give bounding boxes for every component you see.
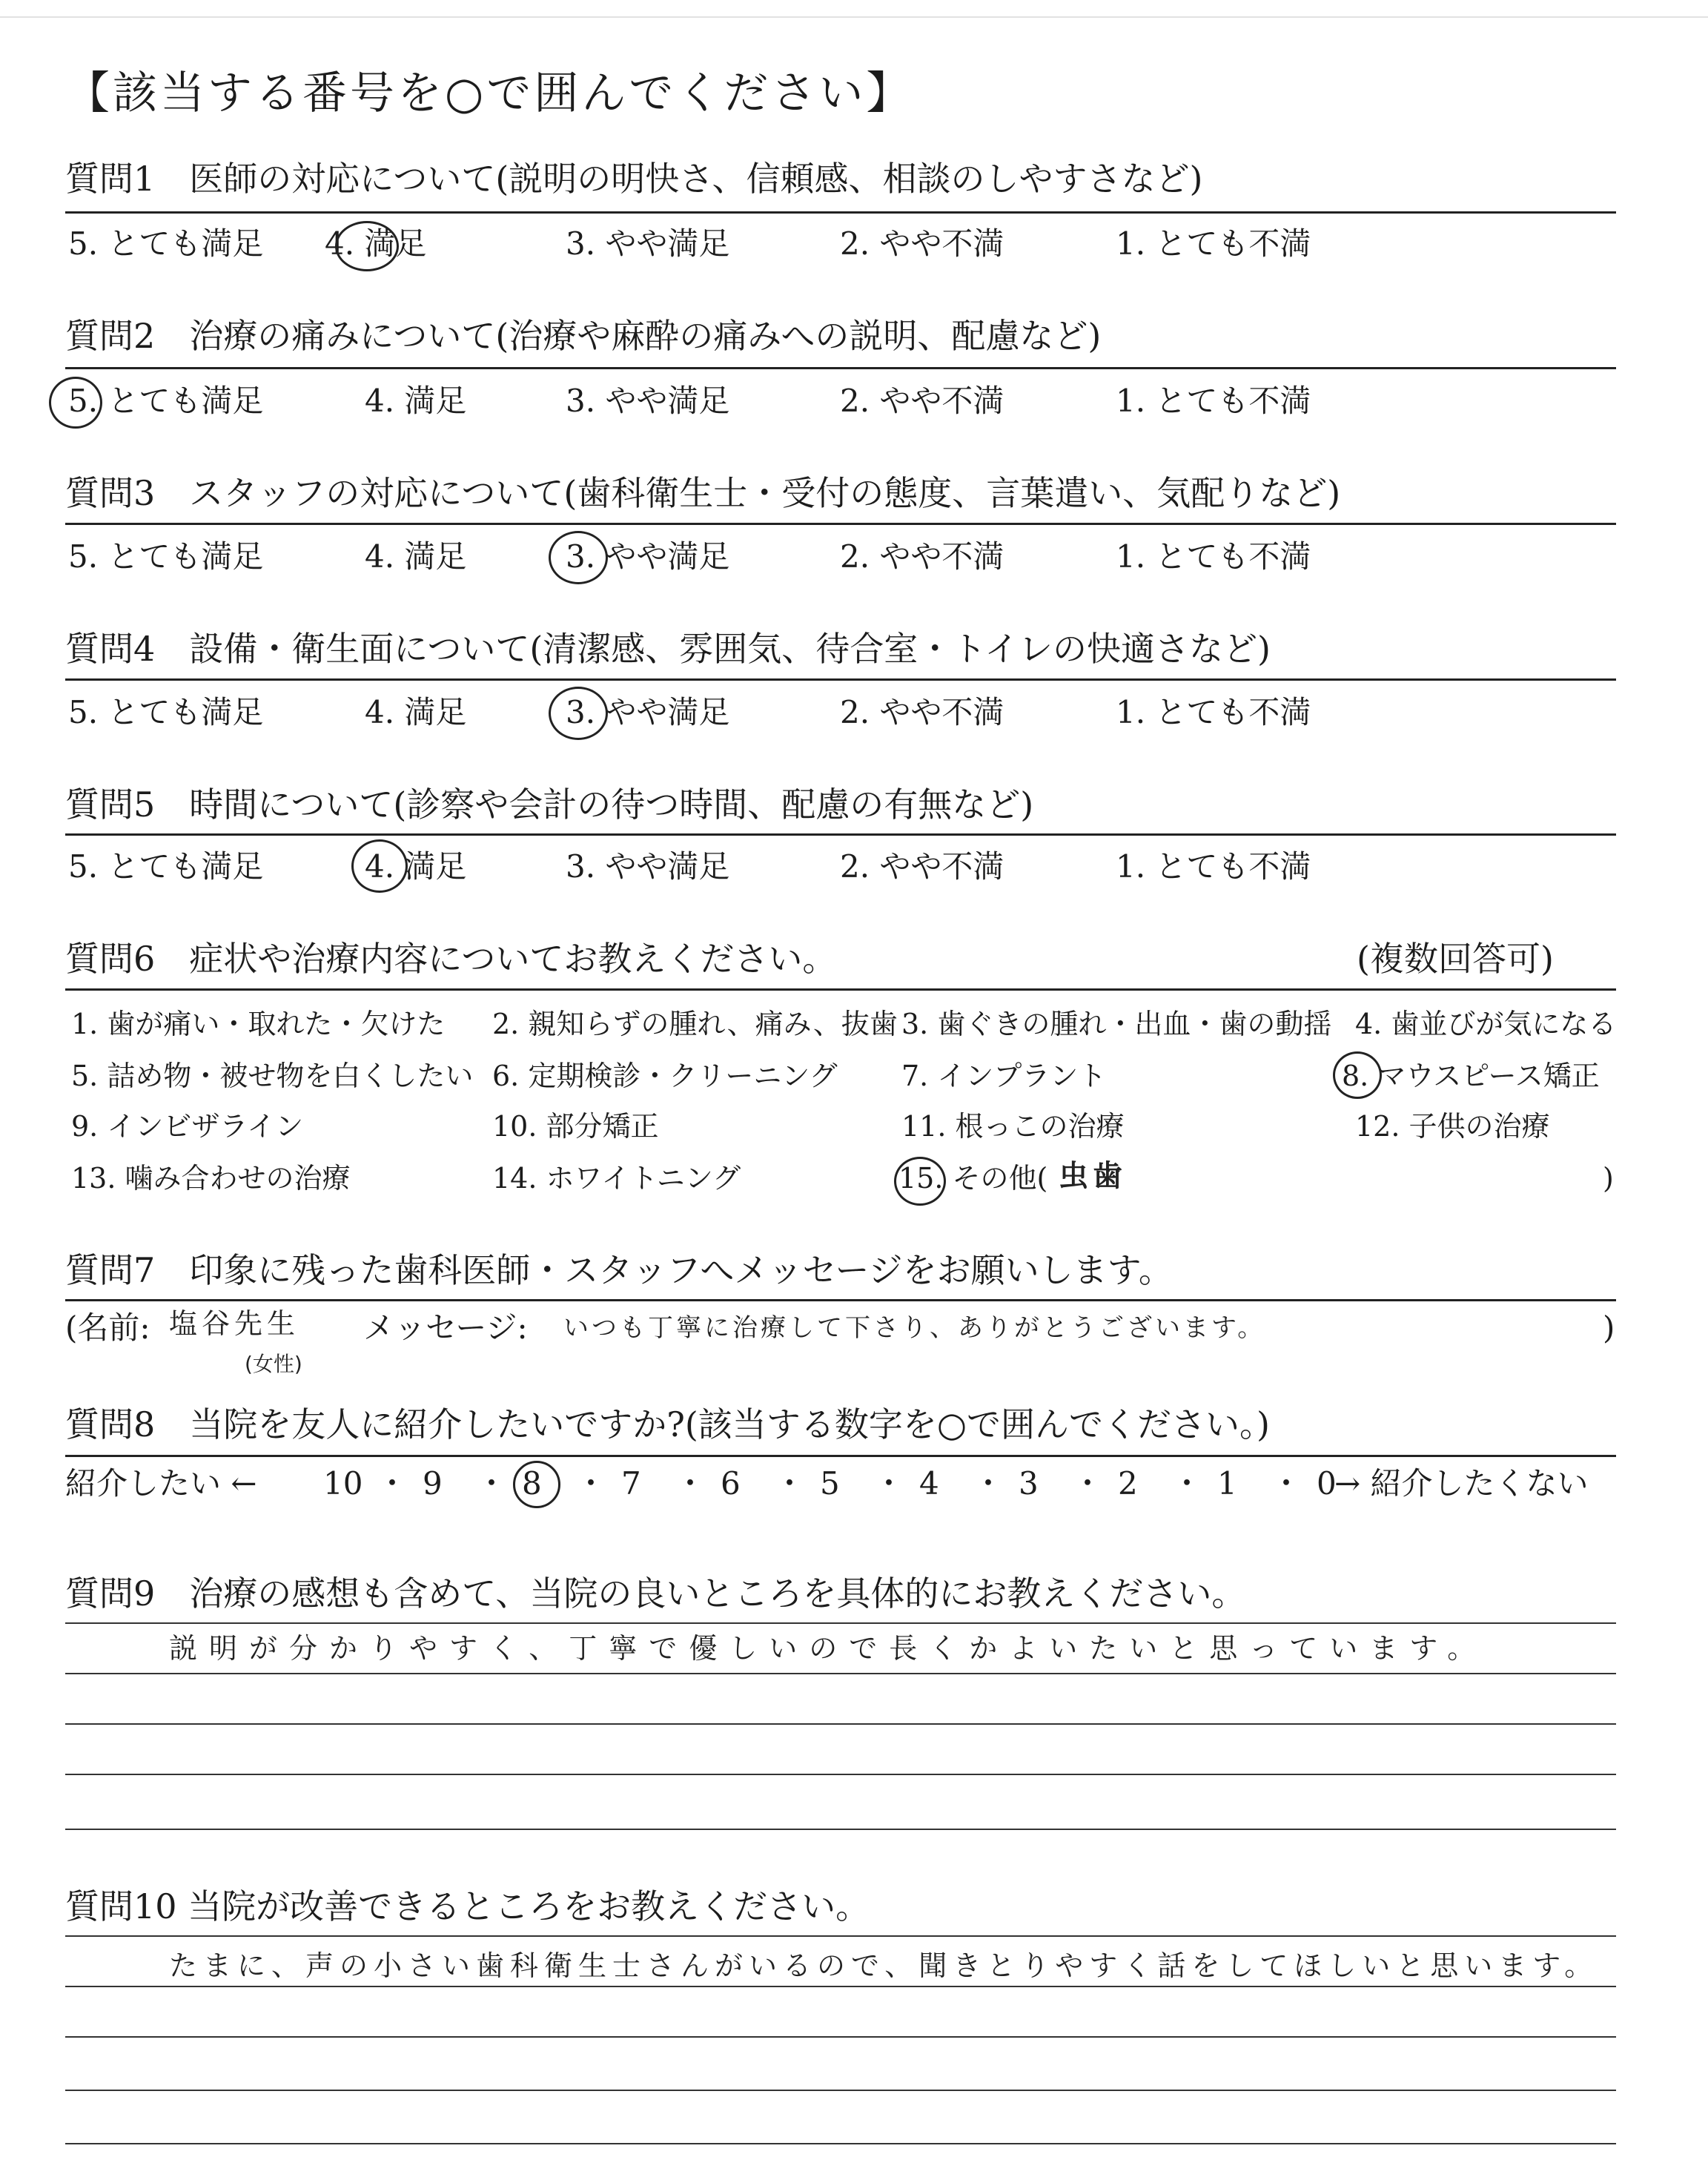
- scan-fold-line: [0, 16, 1708, 18]
- q7-message-handwritten[interactable]: いつも丁寧に治療して下さり、ありがとうございます。: [563, 1313, 1266, 1343]
- q5-option-2[interactable]: 2. やや不満: [840, 848, 1004, 885]
- q7-rule: [65, 1299, 1616, 1301]
- q8-scale-6[interactable]: 6: [721, 1465, 741, 1502]
- q8-scale-0[interactable]: 0: [1317, 1465, 1337, 1502]
- q8-scale-separator: ・: [675, 1465, 706, 1502]
- q8-scale-4[interactable]: 4: [919, 1465, 939, 1502]
- q6-item-1[interactable]: 1. 歯が痛い・取れた・欠けた: [71, 1008, 446, 1040]
- q7-close-paren: ): [1603, 1309, 1615, 1346]
- q4-selection-circle: [549, 687, 608, 740]
- q6-item-9[interactable]: 9. インビザライン: [71, 1110, 304, 1143]
- q8-scale-separator: ・: [873, 1465, 905, 1502]
- q2-option-3[interactable]: 3. やや満足: [566, 383, 730, 419]
- q8-scale-5[interactable]: 5: [820, 1465, 840, 1502]
- q1-title: 質問1 医師の対応について(説明の明快さ、信頼感、相談のしやすさなど): [65, 159, 1203, 199]
- q10-answer-handwritten[interactable]: たまに、声の小さい歯科衛生士さんがいるので、聞きとりやすく話をしてほしいと思います。: [169, 1949, 1599, 1982]
- q8-scale-separator: ・: [575, 1465, 607, 1502]
- q6-item-2[interactable]: 2. 親知らずの腫れ、痛み、抜歯: [492, 1008, 898, 1040]
- q8-scale-9[interactable]: 9: [423, 1465, 443, 1502]
- q7-name-handwritten[interactable]: 塩谷先生: [169, 1307, 300, 1340]
- q8-scale-3[interactable]: 3: [1019, 1465, 1039, 1502]
- q9-title: 質問9 治療の感想も含めて、当院の良いところを具体的にお教えください。: [65, 1573, 1246, 1614]
- q2-option-4[interactable]: 4. 満足: [365, 383, 467, 419]
- q5-option-1[interactable]: 1. とても不満: [1116, 848, 1311, 885]
- q6-title: 質問6 症状や治療内容についてお教えください。: [65, 939, 837, 979]
- q4-rule: [65, 678, 1616, 681]
- q8-scale-8[interactable]: 8: [522, 1465, 542, 1502]
- q5-option-5[interactable]: 5. とても満足: [68, 848, 264, 885]
- q3-option-4[interactable]: 4. 満足: [365, 538, 467, 575]
- q4-option-5[interactable]: 5. とても満足: [68, 694, 264, 730]
- form-heading: 【該当する番号を○で囲んでください】: [65, 67, 914, 119]
- q6-item-10[interactable]: 10. 部分矯正: [492, 1110, 659, 1143]
- q6-item-3[interactable]: 3. 歯ぐきの腫れ・出血・歯の動揺: [901, 1008, 1332, 1040]
- q8-scale-separator: ・: [774, 1465, 806, 1502]
- q8-scale-10[interactable]: 10: [323, 1465, 363, 1502]
- q2-title: 質問2 治療の痛みについて(治療や麻酔の痛みへの説明、配慮など): [65, 316, 1102, 356]
- q6-other-handwritten: 虫歯: [1059, 1159, 1127, 1193]
- q6-item-4[interactable]: 4. 歯並びが気になる: [1355, 1008, 1617, 1040]
- q3-option-2[interactable]: 2. やや不満: [840, 538, 1004, 575]
- q10-rule-3: [65, 2090, 1616, 2091]
- q8-scale-separator: ・: [1171, 1465, 1203, 1502]
- q6-item-12[interactable]: 12. 子供の治療: [1355, 1110, 1550, 1143]
- q1-option-4[interactable]: 4. 満足: [325, 225, 427, 262]
- q6-rule: [65, 988, 1616, 991]
- q5-option-4[interactable]: 4. 満足: [365, 848, 467, 885]
- q6-item-15-selection-circle: [894, 1157, 946, 1206]
- q6-multi-note: (複数回答可): [1357, 939, 1554, 979]
- q4-option-2[interactable]: 2. やや不満: [840, 694, 1004, 730]
- q8-scale-separator: ・: [377, 1465, 408, 1502]
- q2-option-1[interactable]: 1. とても不満: [1116, 383, 1311, 419]
- q8-scale-1[interactable]: 1: [1217, 1465, 1237, 1502]
- q6-item-8-selection-circle: [1333, 1051, 1382, 1099]
- q4-title: 質問4 設備・衛生面について(清潔感、雰囲気、待合室・トイレの快適さなど): [65, 629, 1271, 669]
- q6-item-13[interactable]: 13. 噛み合わせの治療: [71, 1162, 351, 1195]
- q1-option-5[interactable]: 5. とても満足: [68, 225, 264, 262]
- q9-rule-1: [65, 1673, 1616, 1674]
- q8-scale-separator: ・: [1072, 1465, 1104, 1502]
- q10-rule-4: [65, 2143, 1616, 2144]
- q9-rule-4: [65, 1829, 1616, 1830]
- q10-title: 質問10 当院が改善できるところをお教えください。: [65, 1886, 870, 1926]
- q6-other-close: ): [1603, 1162, 1614, 1195]
- q5-title: 質問5 時間について(診察や会計の待つ時間、配慮の有無など): [65, 785, 1034, 825]
- q1-selection-circle: [335, 221, 399, 271]
- q10-rule-2: [65, 2036, 1616, 2038]
- q2-selection-circle: [49, 377, 102, 429]
- q6-item-8[interactable]: 8. マウスピース矯正: [1342, 1060, 1600, 1092]
- q4-option-4[interactable]: 4. 満足: [365, 694, 467, 730]
- q8-scale-separator: ・: [476, 1465, 508, 1502]
- q8-rule: [65, 1455, 1616, 1457]
- q8-selection-circle: [513, 1461, 560, 1508]
- q7-name-label: (名前:: [65, 1309, 150, 1346]
- q7-name-note: (女性): [245, 1352, 302, 1376]
- q9-rule-3: [65, 1774, 1616, 1775]
- q6-item-5[interactable]: 5. 詰め物・被せ物を白くしたい: [71, 1060, 474, 1092]
- q8-scale-2[interactable]: 2: [1118, 1465, 1138, 1502]
- q5-rule: [65, 833, 1616, 836]
- q10-rule-0: [65, 1935, 1616, 1937]
- q6-item-6[interactable]: 6. 定期検診・クリーニング: [492, 1060, 838, 1092]
- q3-option-5[interactable]: 5. とても満足: [68, 538, 264, 575]
- q7-title: 質問7 印象に残った歯科医師・スタッフへメッセージをお願いします。: [65, 1250, 1173, 1290]
- q5-option-3[interactable]: 3. やや満足: [566, 848, 730, 885]
- q5-selection-circle: [351, 839, 408, 893]
- q6-item-14[interactable]: 14. ホワイトニング: [492, 1162, 741, 1195]
- q9-rule-2: [65, 1723, 1616, 1725]
- q1-option-3[interactable]: 3. やや満足: [566, 225, 730, 262]
- q4-option-1[interactable]: 1. とても不満: [1116, 694, 1311, 730]
- q3-option-1[interactable]: 1. とても不満: [1116, 538, 1311, 575]
- q6-item-15[interactable]: 15. その他(: [898, 1162, 1048, 1195]
- q3-title: 質問3 スタッフの対応について(歯科衛生士・受付の態度、言葉遣い、気配りなど): [65, 473, 1341, 513]
- q10-rule-1: [65, 1986, 1616, 1987]
- q7-message-label: メッセージ:: [363, 1309, 528, 1346]
- q8-right-label: → 紹介したくない: [1334, 1465, 1589, 1502]
- q1-option-2[interactable]: 2. やや不満: [840, 225, 1004, 262]
- q8-scale-separator: ・: [1271, 1465, 1302, 1502]
- q6-item-11[interactable]: 11. 根っこの治療: [901, 1110, 1125, 1143]
- q8-scale-separator: ・: [973, 1465, 1004, 1502]
- q1-option-1[interactable]: 1. とても不満: [1116, 225, 1311, 262]
- q4-option-3[interactable]: 3. やや満足: [566, 694, 730, 730]
- q8-left-label: 紹介したい ←: [65, 1465, 257, 1502]
- q2-rule: [65, 367, 1616, 369]
- q8-title: 質問8 当院を友人に紹介したいですか?(該当する数字を○で囲んでください。): [65, 1404, 1270, 1444]
- q2-option-5[interactable]: 5. とても満足: [68, 383, 264, 419]
- q8-scale-7[interactable]: 7: [621, 1465, 641, 1502]
- q9-rule-0: [65, 1622, 1616, 1624]
- q9-answer-handwritten[interactable]: 説明が分かりやすく、丁寧で優しいので長くかよいたいと思っています。: [169, 1632, 1488, 1665]
- q3-selection-circle: [549, 531, 608, 584]
- q3-rule: [65, 523, 1616, 525]
- q2-option-2[interactable]: 2. やや不満: [840, 383, 1004, 419]
- q6-item-7[interactable]: 7. インプラント: [901, 1060, 1107, 1092]
- q1-rule: [65, 211, 1616, 214]
- q3-option-3[interactable]: 3. やや満足: [566, 538, 730, 575]
